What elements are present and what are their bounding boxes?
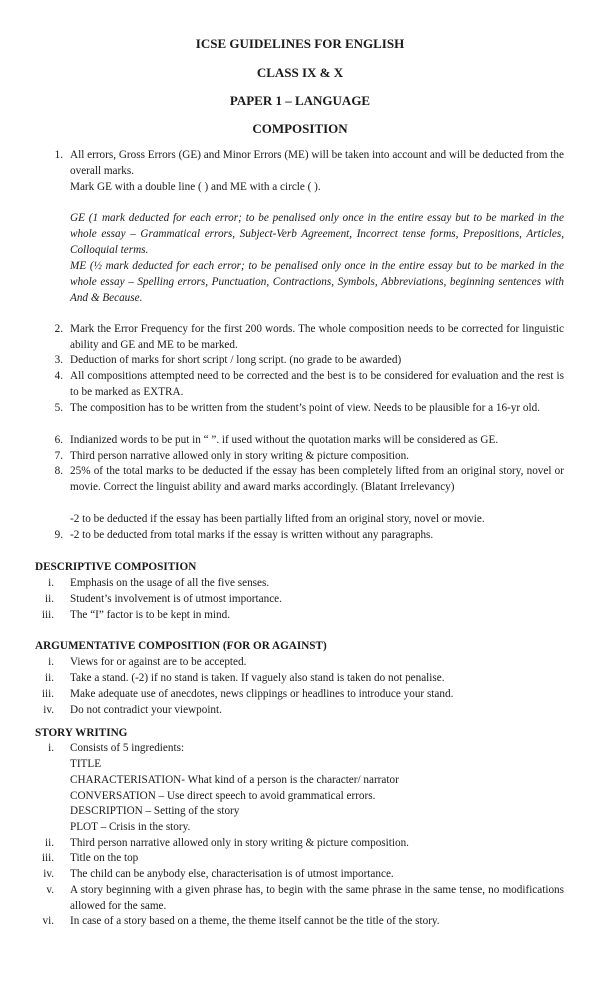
list-item: Student’s involvement is of utmost importance. (70, 593, 282, 605)
list-item: The child can be anybody else, characterisation is of utmost importance. (70, 868, 394, 880)
list-item: Third person narrative allowed only in story writing & picture composition. (70, 837, 409, 849)
list-number: iii. (41, 852, 54, 864)
list-number: iii. (41, 688, 54, 700)
list-item: Consists of 5 ingredients: (70, 742, 185, 754)
list-number: i. (48, 742, 54, 754)
minor-error-definition: ME (½ mark deducted for each error; to be penalised only once in the entire essay but to be marked in the whole essay – Spelling errors, Punctuation, Contractions, Symbols, Abbreviations, beginning sentences with And & Because. (70, 260, 564, 304)
list-item: Title on the top (70, 852, 139, 864)
list-number: i. (48, 656, 54, 668)
list-number: 2. (54, 323, 63, 335)
list-item: Do not contradict your viewpoint. (70, 704, 222, 716)
guideline-item: Deduction of marks for short script / long script. (no grade to be awarded) (70, 354, 402, 366)
list-item: A story beginning with a given phrase has, to begin with the same phrase in the same tense, no modifications allowed for the same. (70, 884, 564, 912)
guideline-item: -2 to be deducted from total marks if the essay is written without any paragraphs. (70, 529, 434, 541)
list-number: ii. (44, 593, 54, 605)
ingredient-item: TITLE (70, 758, 102, 770)
guideline-item: Mark the Error Frequency for the first 200 words. The whole composition needs to be corrected for linguistic ability and GE and ME to be marked. (70, 323, 564, 351)
guideline-item: Indianized words to be put in “ ”. if used without the quotation marks will be considered as GE. (70, 434, 499, 446)
ingredient-item: PLOT – Crisis in the story. (70, 821, 191, 833)
argumentative-heading: ARGUMENTATIVE COMPOSITION (FOR OR AGAINST) (35, 640, 327, 652)
list-number: 4. (54, 370, 63, 382)
list-number: i. (48, 577, 54, 589)
guideline-item: The composition has to be written from the student’s point of view. Needs to be plausible for a 16-yr old. (70, 402, 540, 414)
guideline-item: Third person narrative allowed only in story writing & picture composition. (70, 450, 409, 462)
gross-error-definition: GE (1 mark deducted for each error; to be penalised only once in the entire essay but to be marked in the whole essay – Grammatical errors, Subject-Verb Agreement, Incorrect tense forms, Prepositions, Articles, Colloquial terms. (70, 212, 564, 256)
list-number: v. (46, 884, 54, 896)
ingredient-item: DESCRIPTION – Setting of the story (70, 805, 240, 817)
ingredient-item: CONVERSATION – Use direct speech to avoid grammatical errors. (70, 790, 376, 802)
list-number: iv. (43, 704, 54, 716)
descriptive-heading: DESCRIPTIVE COMPOSITION (35, 561, 197, 573)
list-number: iii. (41, 609, 54, 621)
composition-heading: COMPOSITION (252, 121, 348, 136)
paper-heading: PAPER 1 – LANGUAGE (229, 93, 371, 108)
list-item: Make adequate use of anecdotes, news clippings or headlines to introduce your stand. (70, 688, 454, 700)
ingredient-item: CHARACTERISATION- What kind of a person is the character/ narrator (70, 774, 399, 786)
guideline-subnote: -2 to be deducted if the essay has been partially lifted from an original story, novel or movie. (70, 513, 485, 525)
list-number: 9. (54, 529, 63, 541)
list-number: 3. (54, 354, 63, 366)
guideline-item: 25% of the total marks to be deducted if the essay has been completely lifted from an original story, novel or movie. Correct the linguist ability and award marks accordingly. (Blatant Irrelevancy) (70, 465, 564, 493)
list-number: 6. (54, 434, 63, 446)
list-number: 8. (54, 465, 63, 477)
list-number: 7. (54, 450, 63, 462)
list-item: Take a stand. (-2) if no stand is taken. If vaguely also stand is taken do not penalise. (70, 672, 445, 684)
list-number: vi. (42, 915, 54, 927)
list-item: The “I” factor is to be kept in mind. (70, 609, 230, 621)
list-number: ii. (44, 672, 54, 684)
list-item: In case of a story based on a theme, the theme itself cannot be the title of the story. (70, 915, 440, 927)
list-number: 5. (54, 402, 63, 414)
list-number: ii. (44, 837, 54, 849)
list-number: iv. (43, 868, 54, 880)
list-item: Views for or against are to be accepted. (70, 656, 247, 668)
list-number: 1. (54, 149, 63, 161)
list-item: Emphasis on the usage of all the five senses. (70, 577, 270, 589)
document-title: ICSE GUIDELINES FOR ENGLISH (195, 36, 405, 51)
guideline-item: All errors, Gross Errors (GE) and Minor Errors (ME) will be taken into account and will be deducted from the overall marks. (70, 149, 564, 177)
story-writing-heading: STORY WRITING (35, 727, 128, 739)
class-heading: CLASS IX & X (256, 65, 344, 80)
marking-instruction: Mark GE with a double line ( ) and ME with a circle ( ). (70, 181, 321, 193)
guideline-item: All compositions attempted need to be corrected and the best is to be considered for evaluation and the rest is to be marked as EXTRA. (70, 370, 564, 398)
